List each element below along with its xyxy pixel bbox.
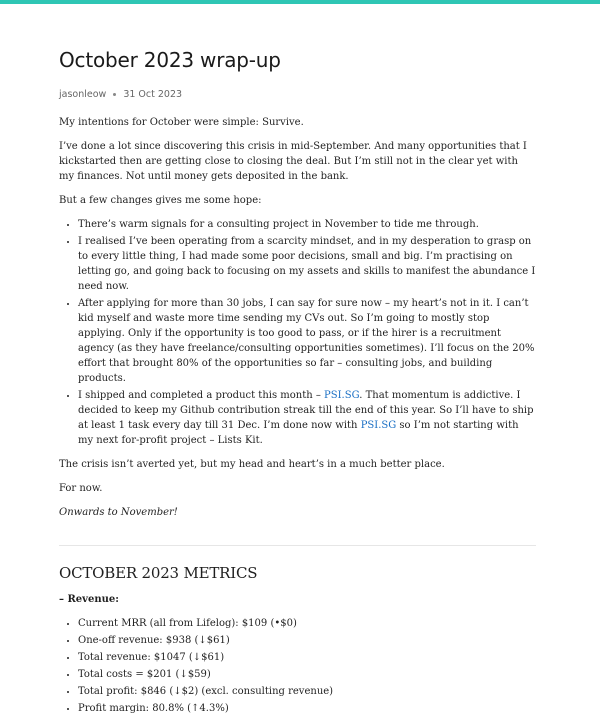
psi-sg-link[interactable]: PSI.SG <box>324 390 360 401</box>
post-body <box>59 115 536 716</box>
metric-item: • One-off revenue: $938 (↓$61) <box>78 633 536 648</box>
paragraph-4: The crisis isn’t averted yet, but my head and heart’s in a much better place. <box>59 459 445 470</box>
metric-item: • Profit margin: 80.8% (↑4.3%) <box>78 701 536 716</box>
bullet4-text-b: . That momentum is addictive. I decided to keep my Github contribution streak till the end of this year. So I’ll have to ship at least 1 task every day till 31 Dec. I’m done now with <box>78 390 534 431</box>
list-item: • There’s warm signals for a consulting project in November to tide me through. <box>78 217 536 232</box>
post-date: 31 Oct 2023 <box>123 88 183 100</box>
metric-item: • Total profit: $846 (↓$2) (excl. consulting revenue) <box>78 684 536 699</box>
section-divider <box>59 545 536 546</box>
revenue-label: – Revenue: <box>59 594 119 605</box>
psi-sg-link-2[interactable]: PSI.SG <box>360 420 397 431</box>
paragraph-3: But a few changes gives me some hope: <box>59 195 262 206</box>
metrics-list <box>59 616 536 716</box>
closing-text: Onwards to November! <box>59 507 178 518</box>
author-link[interactable]: jasonleow <box>59 88 107 100</box>
separator-dot <box>113 93 116 96</box>
list-item <box>78 388 536 448</box>
intro-paragraph: My intentions for October were simple: Survive. <box>59 117 304 128</box>
list-item: • I realised I’ve been operating from a scarcity mindset, and in my desperation to grasp on to every little thing, I had made some poor decisions, small and big. I’m practising on letting go, and going back to focusing on my assets and skills to manifest the abundance I need now. <box>78 234 536 294</box>
post-title: October 2023 wrap-up <box>59 48 281 72</box>
closing-line <box>59 505 536 520</box>
paragraph-5: For now. <box>59 483 103 494</box>
metric-item: • Total revenue: $1047 (↓$61) <box>78 650 536 665</box>
bullet4-text-c: so I’m not starting with my next for-profit project – Lists Kit. <box>78 420 519 446</box>
post-meta <box>59 87 536 101</box>
metric-item: • Total costs = $201 (↓$59) <box>78 667 536 682</box>
metrics-heading: OCTOBER 2023 METRICS <box>59 564 258 582</box>
list-item: • After applying for more than 30 jobs, I can say for sure now – my heart’s not in it. I can’t kid myself and waste more time sending my CVs out. So I’m going to mostly stop applying. Only if the opportunity is too good to pass, or if the hirer is a recruitment agency (as they have freelance/consulting opportunities sometimes). I’ll focus on the 20% effort that brought 80% of the opportunities so far – consulting jobs, and building products. <box>78 296 536 386</box>
paragraph-2: I’ve done a lot since discovering this crisis in mid-September. And many opportunities that I kickstarted then are getting close to closing the deal. But I’m still not in the clear yet with my finances. Not until money gets deposited in the bank. <box>59 141 527 182</box>
top-accent-bar <box>0 0 600 4</box>
metric-item: • Current MRR (all from Lifelog): $109 (•$0) <box>78 616 536 631</box>
changes-list <box>59 217 536 448</box>
bullet4-text-a: I shipped and completed a product this month – <box>78 390 325 401</box>
blog-post <box>0 46 600 716</box>
